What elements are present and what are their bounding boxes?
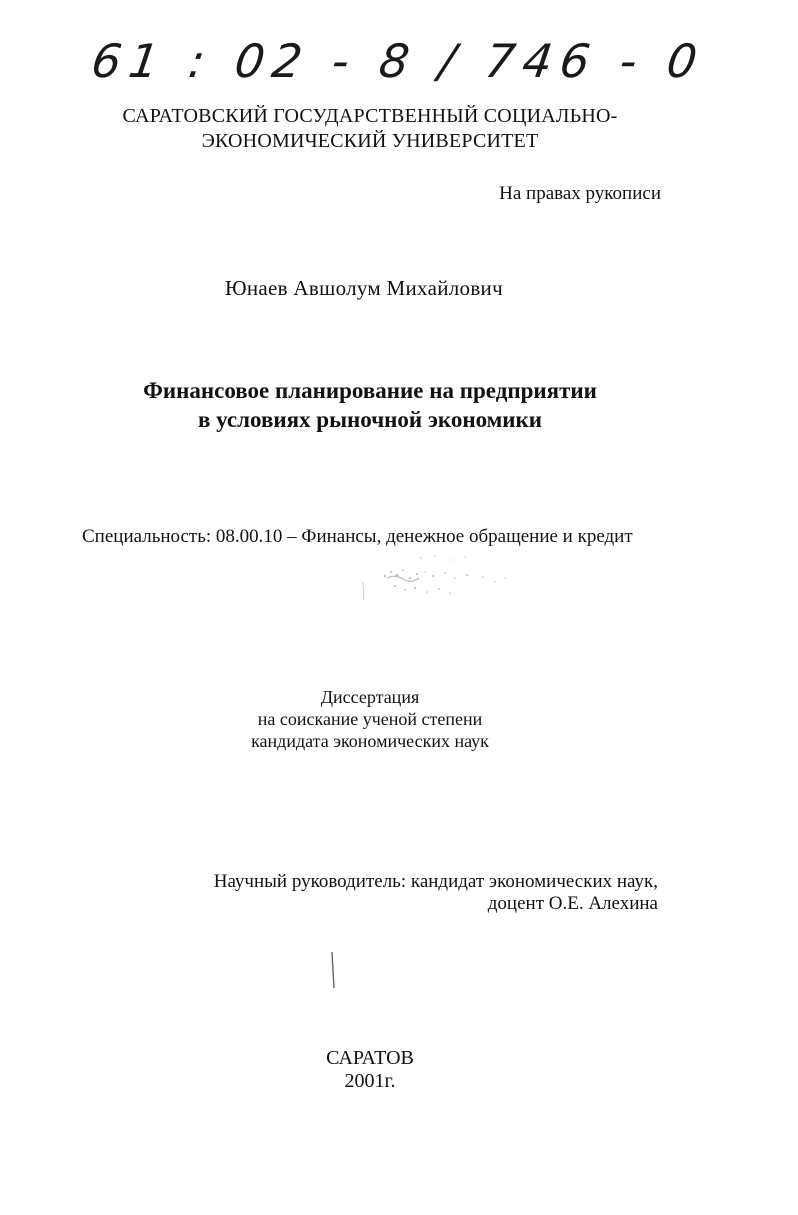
university-name xyxy=(0,104,740,154)
handwritten-code-text: 61 : 02 - 8 / 746 - 0 xyxy=(88,34,709,88)
manuscript-note: На правах рукописи xyxy=(499,183,661,204)
year: 2001г. xyxy=(344,1070,396,1092)
degree-statement xyxy=(0,686,740,752)
title-line-2: в условиях рыночной экономики xyxy=(197,407,543,432)
handwritten-archive-code xyxy=(88,28,709,108)
supervisor-line-1: Научный руководитель: кандидат экономических наук, xyxy=(213,871,658,892)
degree-line-2: на соискание ученой степени xyxy=(257,709,483,729)
city-name: САРАТОВ xyxy=(326,1047,414,1069)
title-line-1: Финансовое планирование на предприятии xyxy=(143,378,597,403)
university-line-2: ЭКОНОМИЧЕСКИЙ УНИВЕРСИТЕТ xyxy=(201,130,539,152)
degree-line-3: кандидата экономических наук xyxy=(251,731,489,751)
degree-line-1: Диссертация xyxy=(320,687,420,707)
author-name: Юнаев Авшолум Михайлович xyxy=(225,276,503,300)
scan-smudge-artifact xyxy=(355,548,525,610)
city-and-year xyxy=(0,1047,740,1093)
supervisor-block xyxy=(214,871,658,915)
dissertation-title xyxy=(0,376,740,434)
university-line-1: САРАТОВСКИЙ ГОСУДАРСТВЕННЫЙ СОЦИАЛЬНО- xyxy=(122,105,618,127)
specialty-line: Специальность: 08.00.10 – Финансы, денежное обращение и кредит xyxy=(82,526,633,547)
scan-line-artifact xyxy=(328,950,338,992)
supervisor-line-2: доцент О.Е. Алехина xyxy=(487,893,658,914)
